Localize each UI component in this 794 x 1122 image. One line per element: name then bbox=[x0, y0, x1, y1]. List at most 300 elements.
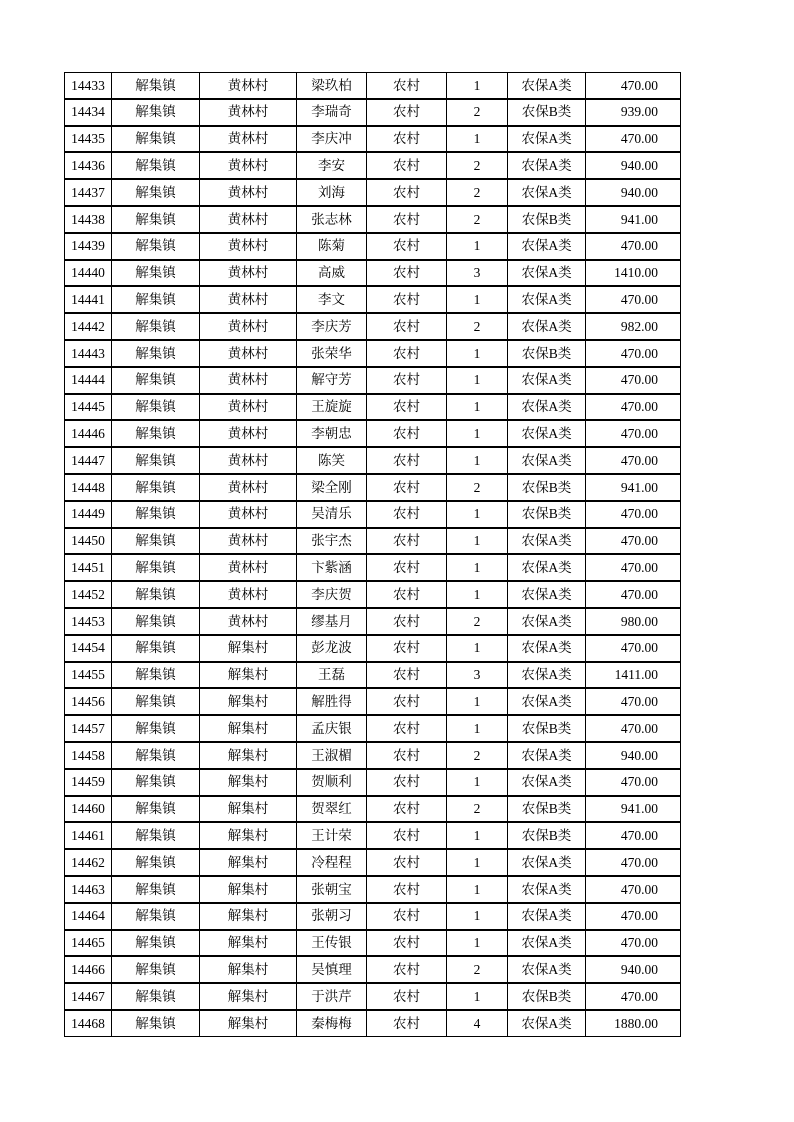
cell-record-id: 14435 bbox=[65, 127, 112, 152]
cell-person-count: 1 bbox=[447, 716, 508, 741]
cell-village: 黄林村 bbox=[200, 421, 297, 446]
cell-area-type: 农村 bbox=[367, 716, 447, 741]
cell-insurance-type: 农保A类 bbox=[508, 448, 586, 473]
cell-insurance-type: 农保B类 bbox=[508, 984, 586, 1009]
cell-insurance-type: 农保A类 bbox=[508, 743, 586, 768]
cell-person-count: 2 bbox=[447, 153, 508, 178]
cell-town: 解集镇 bbox=[112, 475, 200, 500]
cell-person-count: 1 bbox=[447, 368, 508, 393]
cell-area-type: 农村 bbox=[367, 180, 447, 205]
cell-person-count: 1 bbox=[447, 127, 508, 152]
cell-person-count: 1 bbox=[447, 582, 508, 607]
cell-person-name: 李庆冲 bbox=[297, 127, 367, 152]
table-row bbox=[64, 126, 681, 153]
cell-insurance-type: 农保A类 bbox=[508, 529, 586, 554]
cell-area-type: 农村 bbox=[367, 100, 447, 125]
cell-town: 解集镇 bbox=[112, 609, 200, 634]
cell-amount: 470.00 bbox=[620, 238, 658, 254]
rural-insurance-table bbox=[64, 72, 681, 1037]
table-row bbox=[64, 420, 681, 447]
cell-insurance-type: 农保A类 bbox=[508, 153, 586, 178]
cell-amount: 470.00 bbox=[620, 426, 658, 441]
cell-amount: 470.00 bbox=[620, 881, 658, 897]
cell-village: 解集村 bbox=[200, 743, 297, 768]
cell-insurance-type: 农保A类 bbox=[508, 73, 586, 98]
cell-amount: 470.00 bbox=[620, 827, 658, 843]
table-row bbox=[64, 822, 681, 849]
table-row bbox=[64, 528, 681, 555]
cell-person-count: 1 bbox=[447, 931, 508, 956]
cell-insurance-type: 农保A类 bbox=[508, 770, 586, 795]
cell-person-count: 2 bbox=[447, 609, 508, 634]
cell-person-count: 4 bbox=[447, 1011, 508, 1036]
cell-town: 解集镇 bbox=[112, 904, 200, 929]
cell-town: 解集镇 bbox=[112, 1011, 200, 1036]
table-row bbox=[64, 1010, 681, 1037]
cell-insurance-type: 农保A类 bbox=[508, 555, 586, 580]
cell-record-id: 14440 bbox=[65, 261, 112, 286]
cell-village: 黄林村 bbox=[200, 73, 297, 98]
cell-village: 黄林村 bbox=[200, 153, 297, 178]
cell-amount: 941.00 bbox=[620, 479, 658, 495]
cell-village: 黄林村 bbox=[200, 127, 297, 152]
cell-village: 黄林村 bbox=[200, 180, 297, 205]
cell-record-id: 14443 bbox=[65, 341, 112, 366]
cell-village: 黄林村 bbox=[200, 341, 297, 366]
cell-amount: 470.00 bbox=[620, 77, 658, 93]
cell-person-count: 3 bbox=[447, 261, 508, 286]
cell-insurance-type: 农保B类 bbox=[508, 475, 586, 500]
cell-area-type: 农村 bbox=[367, 314, 447, 339]
table-row bbox=[64, 313, 681, 340]
cell-person-count: 1 bbox=[447, 877, 508, 902]
cell-record-id: 14433 bbox=[65, 73, 112, 98]
cell-area-type: 农村 bbox=[367, 984, 447, 1009]
cell-person-name: 张朝习 bbox=[297, 904, 367, 929]
cell-village: 黄林村 bbox=[200, 314, 297, 339]
cell-village: 解集村 bbox=[200, 823, 297, 848]
cell-person-name: 刘海 bbox=[297, 180, 367, 205]
cell-insurance-type: 农保B类 bbox=[508, 207, 586, 232]
cell-record-id: 14460 bbox=[65, 797, 112, 822]
cell-town: 解集镇 bbox=[112, 743, 200, 768]
cell-person-name: 王传银 bbox=[297, 931, 367, 956]
table-row bbox=[64, 796, 681, 823]
cell-person-count: 2 bbox=[447, 207, 508, 232]
cell-village: 黄林村 bbox=[200, 448, 297, 473]
cell-person-name: 李庆贺 bbox=[297, 582, 367, 607]
cell-person-name: 贺翠红 bbox=[297, 797, 367, 822]
cell-amount: 470.00 bbox=[620, 506, 658, 522]
cell-area-type: 农村 bbox=[367, 207, 447, 232]
cell-record-id: 14465 bbox=[65, 931, 112, 956]
table-row bbox=[64, 152, 681, 179]
cell-person-name: 王旋旋 bbox=[297, 395, 367, 420]
cell-area-type: 农村 bbox=[367, 529, 447, 554]
cell-insurance-type: 农保A类 bbox=[508, 368, 586, 393]
cell-record-id: 14448 bbox=[65, 475, 112, 500]
cell-area-type: 农村 bbox=[367, 636, 447, 661]
table-row bbox=[64, 849, 681, 876]
cell-amount: 470.00 bbox=[620, 372, 658, 388]
cell-person-name: 卞紫涵 bbox=[297, 555, 367, 580]
cell-town: 解集镇 bbox=[112, 180, 200, 205]
cell-insurance-type: 农保A类 bbox=[508, 261, 586, 286]
cell-insurance-type: 农保B类 bbox=[508, 100, 586, 125]
cell-record-id: 14453 bbox=[65, 609, 112, 634]
cell-amount: 470.00 bbox=[620, 693, 658, 709]
cell-person-name: 梁玖柏 bbox=[297, 73, 367, 98]
cell-person-count: 1 bbox=[447, 421, 508, 446]
cell-area-type: 农村 bbox=[367, 127, 447, 152]
cell-person-name: 彭龙波 bbox=[297, 636, 367, 661]
cell-town: 解集镇 bbox=[112, 153, 200, 178]
cell-area-type: 农村 bbox=[367, 73, 447, 98]
cell-area-type: 农村 bbox=[367, 823, 447, 848]
cell-town: 解集镇 bbox=[112, 689, 200, 714]
cell-village: 黄林村 bbox=[200, 502, 297, 527]
cell-area-type: 农村 bbox=[367, 555, 447, 580]
cell-record-id: 14434 bbox=[65, 100, 112, 125]
cell-town: 解集镇 bbox=[112, 314, 200, 339]
cell-village: 解集村 bbox=[200, 663, 297, 688]
cell-town: 解集镇 bbox=[112, 368, 200, 393]
table-row bbox=[64, 179, 681, 206]
cell-person-count: 1 bbox=[447, 770, 508, 795]
cell-insurance-type: 农保A类 bbox=[508, 395, 586, 420]
cell-amount: 470.00 bbox=[620, 131, 658, 147]
cell-amount: 940.00 bbox=[620, 747, 658, 763]
cell-record-id: 14444 bbox=[65, 368, 112, 393]
cell-insurance-type: 农保A类 bbox=[508, 234, 586, 259]
cell-town: 解集镇 bbox=[112, 207, 200, 232]
cell-person-count: 1 bbox=[447, 529, 508, 554]
cell-record-id: 14446 bbox=[65, 421, 112, 446]
cell-record-id: 14468 bbox=[65, 1011, 112, 1036]
cell-person-name: 张朝宝 bbox=[297, 877, 367, 902]
cell-person-name: 高威 bbox=[297, 261, 367, 286]
cell-village: 解集村 bbox=[200, 716, 297, 741]
cell-town: 解集镇 bbox=[112, 555, 200, 580]
cell-person-count: 2 bbox=[447, 957, 508, 982]
cell-person-name: 秦梅梅 bbox=[297, 1011, 367, 1036]
cell-amount: 470.00 bbox=[620, 345, 658, 361]
cell-village: 解集村 bbox=[200, 904, 297, 929]
cell-amount: 940.00 bbox=[620, 184, 658, 200]
cell-person-count: 1 bbox=[447, 395, 508, 420]
cell-village: 黄林村 bbox=[200, 100, 297, 125]
cell-person-name: 解守芳 bbox=[297, 368, 367, 393]
cell-amount: 941.00 bbox=[620, 211, 658, 227]
cell-area-type: 农村 bbox=[367, 448, 447, 473]
table-row bbox=[64, 742, 681, 769]
cell-town: 解集镇 bbox=[112, 716, 200, 741]
cell-person-count: 1 bbox=[447, 636, 508, 661]
cell-town: 解集镇 bbox=[112, 770, 200, 795]
cell-record-id: 14457 bbox=[65, 716, 112, 741]
cell-village: 黄林村 bbox=[200, 368, 297, 393]
cell-village: 黄林村 bbox=[200, 475, 297, 500]
cell-area-type: 农村 bbox=[367, 609, 447, 634]
table-row bbox=[64, 260, 681, 287]
cell-town: 解集镇 bbox=[112, 100, 200, 125]
cell-record-id: 14449 bbox=[65, 502, 112, 527]
cell-amount: 940.00 bbox=[620, 158, 658, 174]
cell-town: 解集镇 bbox=[112, 421, 200, 446]
cell-village: 黄林村 bbox=[200, 529, 297, 554]
cell-person-count: 1 bbox=[447, 234, 508, 259]
cell-record-id: 14463 bbox=[65, 877, 112, 902]
cell-insurance-type: 农保A类 bbox=[508, 904, 586, 929]
cell-area-type: 农村 bbox=[367, 421, 447, 446]
cell-insurance-type: 农保B类 bbox=[508, 502, 586, 527]
cell-person-name: 吴慎理 bbox=[297, 957, 367, 982]
cell-insurance-type: 农保A类 bbox=[508, 582, 586, 607]
cell-amount: 470.00 bbox=[620, 586, 658, 602]
cell-insurance-type: 农保A类 bbox=[508, 877, 586, 902]
cell-person-name: 梁全刚 bbox=[297, 475, 367, 500]
cell-person-name: 孟庆银 bbox=[297, 716, 367, 741]
cell-record-id: 14462 bbox=[65, 850, 112, 875]
cell-insurance-type: 农保A类 bbox=[508, 663, 586, 688]
cell-town: 解集镇 bbox=[112, 261, 200, 286]
table-row bbox=[64, 876, 681, 903]
cell-area-type: 农村 bbox=[367, 261, 447, 286]
cell-insurance-type: 农保A类 bbox=[508, 850, 586, 875]
cell-amount: 470.00 bbox=[620, 720, 658, 736]
table-row bbox=[64, 72, 681, 99]
cell-village: 解集村 bbox=[200, 636, 297, 661]
cell-village: 黄林村 bbox=[200, 261, 297, 286]
table-row bbox=[64, 233, 681, 260]
cell-person-name: 陈笑 bbox=[297, 448, 367, 473]
cell-amount: 939.00 bbox=[620, 104, 658, 120]
cell-person-count: 1 bbox=[447, 502, 508, 527]
cell-person-name: 李文 bbox=[297, 287, 367, 312]
cell-person-count: 2 bbox=[447, 475, 508, 500]
cell-town: 解集镇 bbox=[112, 823, 200, 848]
cell-town: 解集镇 bbox=[112, 73, 200, 98]
cell-area-type: 农村 bbox=[367, 850, 447, 875]
cell-village: 解集村 bbox=[200, 770, 297, 795]
cell-person-name: 王磊 bbox=[297, 663, 367, 688]
cell-person-name: 张志林 bbox=[297, 207, 367, 232]
cell-insurance-type: 农保A类 bbox=[508, 1011, 586, 1036]
cell-town: 解集镇 bbox=[112, 582, 200, 607]
table-row bbox=[64, 581, 681, 608]
cell-person-count: 1 bbox=[447, 904, 508, 929]
cell-amount: 470.00 bbox=[620, 640, 658, 656]
cell-area-type: 农村 bbox=[367, 234, 447, 259]
cell-person-name: 李庆芳 bbox=[297, 314, 367, 339]
table-row bbox=[64, 930, 681, 957]
cell-person-name: 李安 bbox=[297, 153, 367, 178]
cell-record-id: 14456 bbox=[65, 689, 112, 714]
cell-insurance-type: 农保B类 bbox=[508, 716, 586, 741]
cell-person-name: 贺顺利 bbox=[297, 770, 367, 795]
cell-village: 解集村 bbox=[200, 1011, 297, 1036]
cell-person-count: 1 bbox=[447, 448, 508, 473]
cell-amount: 941.00 bbox=[620, 801, 658, 817]
cell-amount: 470.00 bbox=[620, 533, 658, 549]
cell-village: 黄林村 bbox=[200, 234, 297, 259]
cell-village: 黄林村 bbox=[200, 582, 297, 607]
cell-village: 黄林村 bbox=[200, 207, 297, 232]
cell-record-id: 14450 bbox=[65, 529, 112, 554]
table-row bbox=[64, 956, 681, 983]
cell-person-count: 1 bbox=[447, 555, 508, 580]
cell-person-count: 2 bbox=[447, 797, 508, 822]
cell-town: 解集镇 bbox=[112, 341, 200, 366]
cell-village: 解集村 bbox=[200, 877, 297, 902]
table-row bbox=[64, 340, 681, 367]
cell-amount: 980.00 bbox=[620, 613, 658, 629]
cell-amount: 470.00 bbox=[620, 854, 658, 870]
cell-area-type: 农村 bbox=[367, 904, 447, 929]
cell-person-name: 吴清乐 bbox=[297, 502, 367, 527]
cell-person-count: 1 bbox=[447, 341, 508, 366]
table-row bbox=[64, 983, 681, 1010]
cell-insurance-type: 农保A类 bbox=[508, 609, 586, 634]
cell-area-type: 农村 bbox=[367, 957, 447, 982]
cell-area-type: 农村 bbox=[367, 689, 447, 714]
table-row bbox=[64, 286, 681, 313]
cell-town: 解集镇 bbox=[112, 234, 200, 259]
cell-person-count: 1 bbox=[447, 984, 508, 1009]
cell-record-id: 14438 bbox=[65, 207, 112, 232]
cell-record-id: 14439 bbox=[65, 234, 112, 259]
cell-amount: 1411.00 bbox=[614, 667, 658, 683]
cell-amount: 470.00 bbox=[620, 452, 658, 468]
table-row bbox=[64, 662, 681, 689]
cell-amount: 470.00 bbox=[620, 559, 658, 575]
cell-person-count: 2 bbox=[447, 743, 508, 768]
cell-record-id: 14466 bbox=[65, 957, 112, 982]
cell-area-type: 农村 bbox=[367, 770, 447, 795]
cell-village: 解集村 bbox=[200, 797, 297, 822]
table-row bbox=[64, 501, 681, 528]
cell-person-count: 1 bbox=[447, 850, 508, 875]
cell-town: 解集镇 bbox=[112, 931, 200, 956]
cell-insurance-type: 农保A类 bbox=[508, 180, 586, 205]
cell-amount: 982.00 bbox=[620, 318, 658, 334]
cell-area-type: 农村 bbox=[367, 743, 447, 768]
cell-record-id: 14458 bbox=[65, 743, 112, 768]
cell-record-id: 14464 bbox=[65, 904, 112, 929]
cell-person-name: 王计荣 bbox=[297, 823, 367, 848]
cell-village: 黄林村 bbox=[200, 609, 297, 634]
cell-area-type: 农村 bbox=[367, 582, 447, 607]
cell-town: 解集镇 bbox=[112, 636, 200, 661]
cell-town: 解集镇 bbox=[112, 287, 200, 312]
cell-area-type: 农村 bbox=[367, 368, 447, 393]
cell-record-id: 14454 bbox=[65, 636, 112, 661]
cell-area-type: 农村 bbox=[367, 341, 447, 366]
cell-area-type: 农村 bbox=[367, 877, 447, 902]
cell-amount: 470.00 bbox=[620, 908, 658, 924]
table-row bbox=[64, 608, 681, 635]
cell-amount: 470.00 bbox=[620, 988, 658, 1004]
cell-town: 解集镇 bbox=[112, 797, 200, 822]
table-row bbox=[64, 769, 681, 796]
cell-insurance-type: 农保A类 bbox=[508, 287, 586, 312]
cell-person-count: 1 bbox=[447, 689, 508, 714]
cell-area-type: 农村 bbox=[367, 502, 447, 527]
cell-town: 解集镇 bbox=[112, 395, 200, 420]
cell-village: 解集村 bbox=[200, 689, 297, 714]
cell-person-name: 解胜得 bbox=[297, 689, 367, 714]
cell-record-id: 14445 bbox=[65, 395, 112, 420]
cell-person-name: 冷程程 bbox=[297, 850, 367, 875]
cell-person-name: 张宇杰 bbox=[297, 529, 367, 554]
cell-insurance-type: 农保A类 bbox=[508, 314, 586, 339]
cell-insurance-type: 农保B类 bbox=[508, 341, 586, 366]
table-row bbox=[64, 715, 681, 742]
table-row bbox=[64, 394, 681, 421]
cell-area-type: 农村 bbox=[367, 395, 447, 420]
cell-insurance-type: 农保A类 bbox=[508, 636, 586, 661]
cell-insurance-type: 农保B类 bbox=[508, 823, 586, 848]
cell-person-name: 李朝忠 bbox=[297, 421, 367, 446]
cell-insurance-type: 农保A类 bbox=[508, 957, 586, 982]
cell-person-name: 李瑞奇 bbox=[297, 100, 367, 125]
cell-village: 解集村 bbox=[200, 984, 297, 1009]
table-row bbox=[64, 688, 681, 715]
cell-area-type: 农村 bbox=[367, 475, 447, 500]
cell-town: 解集镇 bbox=[112, 502, 200, 527]
cell-insurance-type: 农保B类 bbox=[508, 797, 586, 822]
cell-town: 解集镇 bbox=[112, 957, 200, 982]
cell-record-id: 14447 bbox=[65, 448, 112, 473]
cell-person-name: 于洪芹 bbox=[297, 984, 367, 1009]
cell-town: 解集镇 bbox=[112, 984, 200, 1009]
cell-village: 解集村 bbox=[200, 931, 297, 956]
cell-record-id: 14451 bbox=[65, 555, 112, 580]
cell-area-type: 农村 bbox=[367, 1011, 447, 1036]
cell-area-type: 农村 bbox=[367, 797, 447, 822]
cell-insurance-type: 农保A类 bbox=[508, 127, 586, 152]
table-row bbox=[64, 635, 681, 662]
cell-record-id: 14467 bbox=[65, 984, 112, 1009]
cell-village: 黄林村 bbox=[200, 287, 297, 312]
cell-person-count: 1 bbox=[447, 823, 508, 848]
cell-insurance-type: 农保A类 bbox=[508, 689, 586, 714]
cell-town: 解集镇 bbox=[112, 529, 200, 554]
cell-person-name: 缪基月 bbox=[297, 609, 367, 634]
cell-person-name: 张荣华 bbox=[297, 341, 367, 366]
cell-record-id: 14455 bbox=[65, 663, 112, 688]
cell-village: 解集村 bbox=[200, 957, 297, 982]
cell-record-id: 14436 bbox=[65, 153, 112, 178]
table-row bbox=[64, 99, 681, 126]
cell-area-type: 农村 bbox=[367, 931, 447, 956]
cell-town: 解集镇 bbox=[112, 877, 200, 902]
cell-amount: 1880.00 bbox=[614, 1015, 658, 1031]
table-row bbox=[64, 903, 681, 930]
cell-record-id: 14437 bbox=[65, 180, 112, 205]
cell-area-type: 农村 bbox=[367, 153, 447, 178]
cell-amount: 470.00 bbox=[620, 399, 658, 415]
cell-record-id: 14441 bbox=[65, 287, 112, 312]
cell-village: 黄林村 bbox=[200, 395, 297, 420]
cell-insurance-type: 农保A类 bbox=[508, 421, 586, 446]
table-row bbox=[64, 554, 681, 581]
cell-person-count: 2 bbox=[447, 180, 508, 205]
cell-town: 解集镇 bbox=[112, 850, 200, 875]
cell-person-count: 2 bbox=[447, 314, 508, 339]
table-row bbox=[64, 474, 681, 501]
cell-town: 解集镇 bbox=[112, 663, 200, 688]
